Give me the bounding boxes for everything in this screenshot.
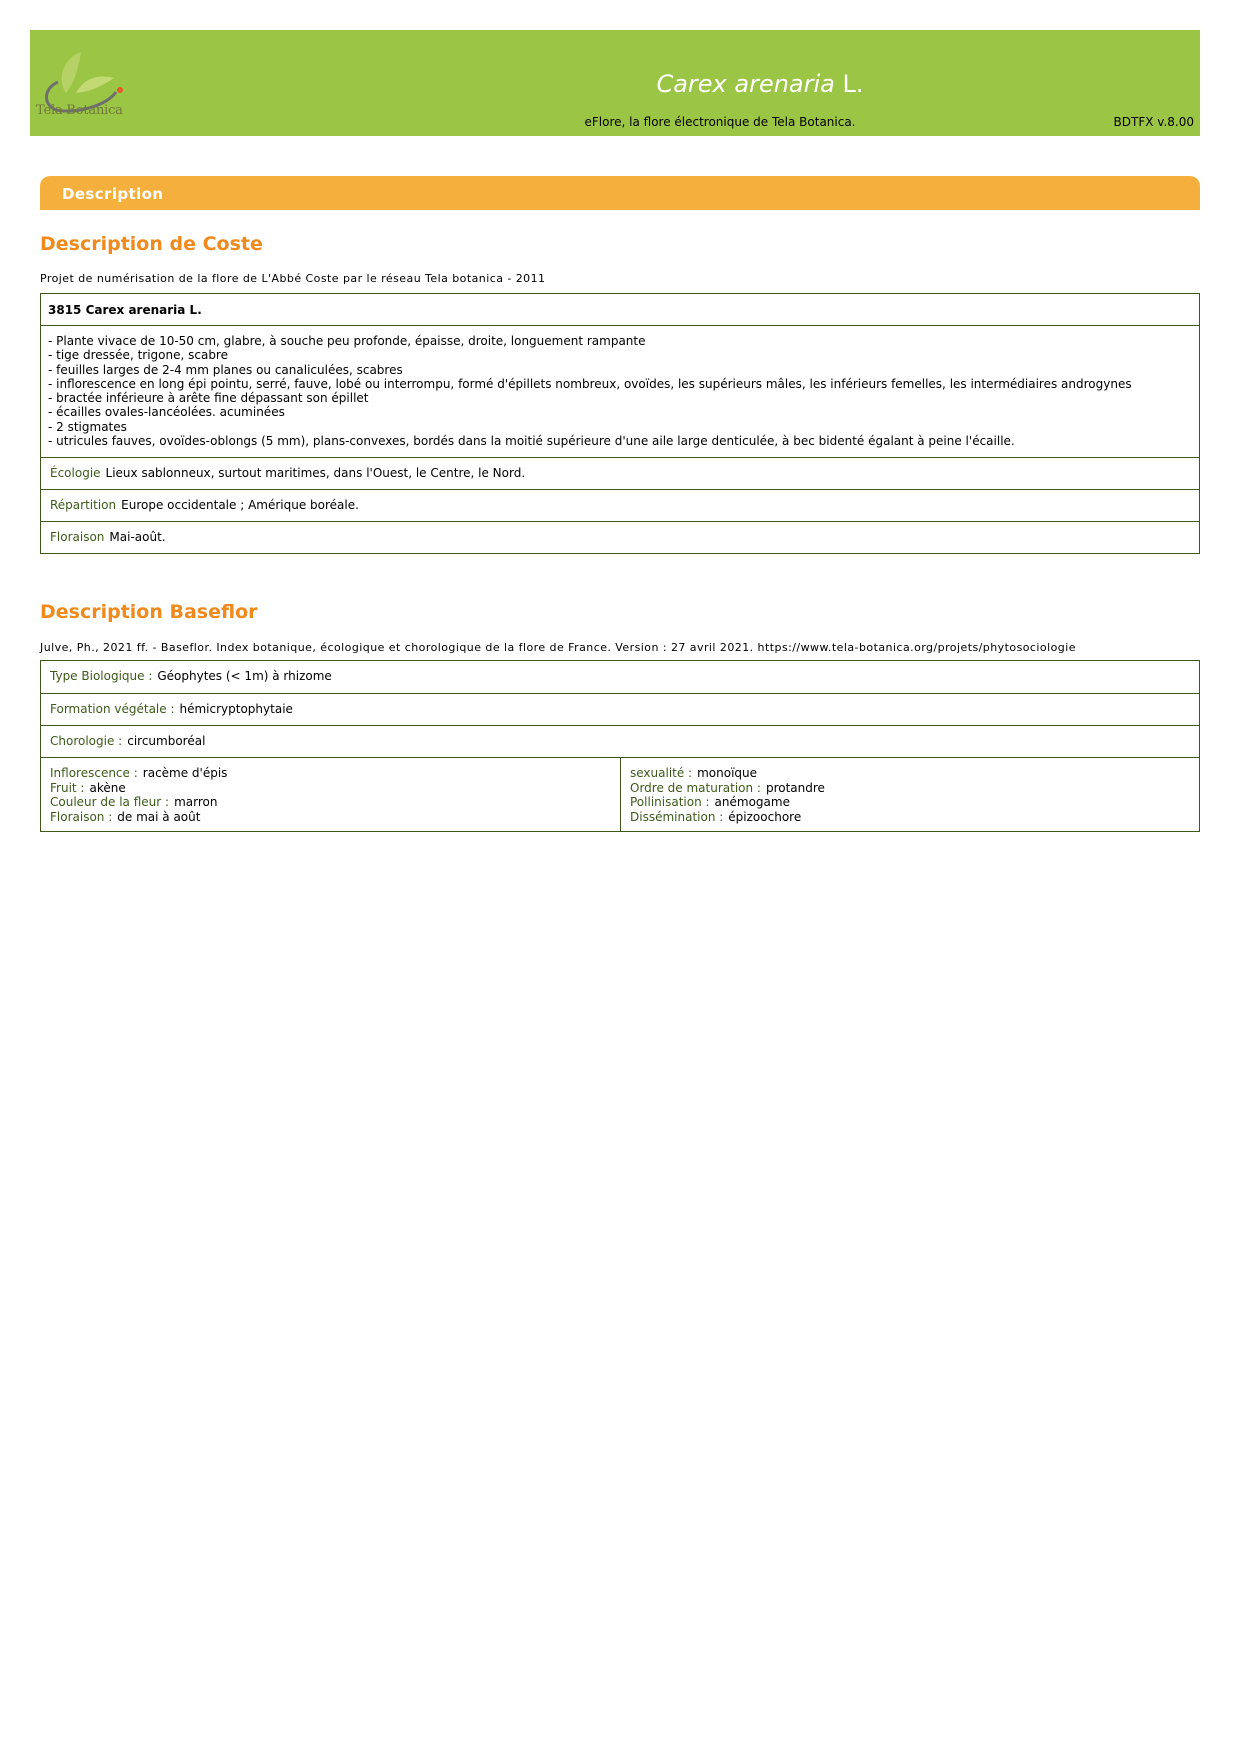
tela-botanica-logo-icon (36, 48, 136, 132)
trait-item (50, 766, 611, 781)
trait-item (630, 781, 1190, 796)
description-line: - écailles ovales-lancéolées. acuminées (48, 405, 285, 420)
coste-description (41, 325, 1199, 457)
trait-label: Fruit : (50, 780, 85, 795)
formation-vegetale-row (41, 693, 1199, 725)
description-line: - 2 stigmates (48, 419, 127, 434)
version-label: BDTFX v.8.00 (1113, 115, 1194, 129)
trait-item (50, 781, 611, 796)
trait-value: racème d'épis (142, 766, 228, 780)
section-label: Description (62, 185, 164, 203)
page-subtitle: eFlore, la flore électronique de Tela Botanica. (584, 115, 856, 129)
type-biologique-value: Géophytes (< 1m) à rhizome (157, 669, 332, 683)
repartition-label: Répartition (50, 498, 117, 512)
description-line: - bractée inférieure à arête fine dépassant son épillet (48, 391, 369, 406)
logo-text: Tela Botanica (36, 103, 123, 118)
trait-label: Ordre de maturation : (630, 780, 761, 795)
coste-species-title: 3815 Carex arenaria L. (48, 303, 202, 317)
trait-label: Inflorescence : (50, 766, 138, 780)
chorologie-row (41, 725, 1199, 757)
coste-table (40, 293, 1200, 554)
description-line: - Plante vivace de 10-50 cm, glabre, à souche peu profonde, épaisse, droite, longuement rampante (48, 334, 646, 348)
ecologie-value: Lieux sablonneux, surtout maritimes, dans l'Ouest, le Centre, le Nord. (105, 466, 526, 480)
trait-value: anémogame (714, 795, 790, 809)
trait-value: de mai à août (117, 809, 201, 824)
coste-repartition-row (41, 489, 1199, 521)
coste-heading: Description de Coste (40, 233, 263, 255)
type-biologique-row (41, 661, 1199, 693)
floraison-value: Mai-août. (109, 530, 166, 544)
formation-vegetale-label: Formation végétale : (50, 702, 175, 716)
description-line: - tige dressée, trigone, scabre (48, 348, 228, 363)
baseflor-source: Julve, Ph., 2021 ff. - Baseflor. Index botanique, écologique et chorologique de la flore de France. Version : 27 avril 2021. https://www.tela-botanica.org/projets/phytosociologie (40, 641, 1076, 654)
trait-value: monoïque (697, 766, 758, 780)
trait-item (630, 810, 1190, 825)
traits-row (41, 757, 1199, 831)
description-line: - inflorescence en long épi pointu, serré, fauve, lobé ou interrompu, formé d'épillets nombreux, ovoïdes, les supérieurs mâles, les inférieurs femelles, les intermédiaires androgynes (48, 376, 1132, 391)
coste-source: Projet de numérisation de la flore de L'Abbé Coste par le réseau Tela botanica - 2011 (40, 272, 546, 285)
trait-label: Dissémination : (630, 809, 724, 824)
trait-label: Pollinisation : (630, 795, 710, 809)
trait-label: Floraison : (50, 809, 113, 824)
type-biologique-label: Type Biologique : (50, 669, 153, 683)
trait-value: akène (89, 780, 126, 795)
trait-item (50, 795, 611, 810)
formation-vegetale-value: hémicryptophytaie (179, 702, 293, 716)
chorologie-value: circumboréal (127, 734, 206, 748)
page-title (630, 70, 890, 98)
coste-ecologie-row (41, 457, 1199, 489)
coste-floraison-row (41, 521, 1199, 553)
trait-item (630, 766, 1190, 781)
repartition-value: Europe occidentale ; Amérique boréale. (121, 498, 359, 512)
baseflor-table (40, 660, 1200, 832)
trait-item (630, 795, 1190, 810)
ecologie-label: Écologie (50, 466, 101, 480)
taxon-name: Carex arenaria (656, 70, 835, 98)
chorologie-label: Chorologie : (50, 734, 123, 748)
trait-value: marron (174, 795, 218, 809)
floraison-label: Floraison (50, 530, 105, 544)
description-line: - feuilles larges de 2-4 mm planes ou canaliculées, scabres (48, 362, 403, 377)
trait-label: sexualité : (630, 766, 693, 780)
taxon-author: L. (842, 70, 864, 98)
page-header (30, 30, 1200, 136)
traits-left-column (41, 758, 620, 831)
trait-label: Couleur de la fleur : (50, 795, 170, 809)
description-section-bar (40, 176, 1200, 210)
baseflor-heading: Description Baseflor (40, 601, 258, 623)
trait-value: protandre (765, 780, 825, 795)
traits-right-column (620, 758, 1199, 831)
trait-item (50, 810, 611, 825)
trait-value: épizoochore (728, 809, 802, 824)
description-line: - utricules fauves, ovoïdes-oblongs (5 mm), plans-convexes, bordés dans la moitié supérieure d'une aile large denticulée, à bec bidenté égalant à peine l'écaille. (48, 434, 1015, 449)
